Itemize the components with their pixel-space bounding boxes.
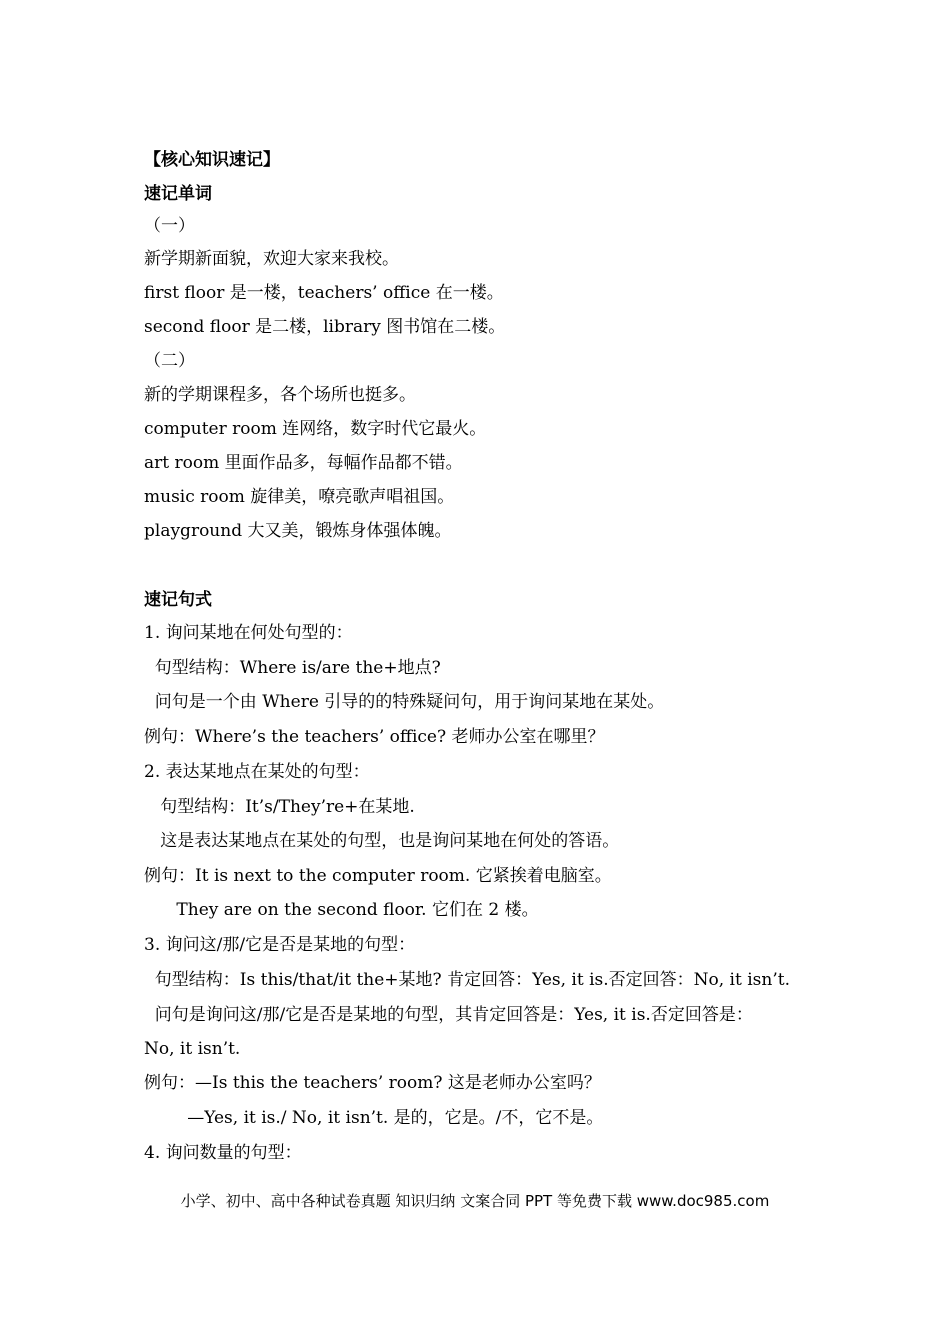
sentence-line: —Yes, it is./ No, it isn’t. 是的，它是。/不，它不是。 — [144, 1108, 604, 1128]
sentence-line: 例句：Where’s the teachers’ office? 老师办公室在哪里？ — [144, 727, 605, 747]
sentence-line: 问句是询问这/那/它是否是某地的句型，其肯定回答是：Yes, it is.否定回答是： — [144, 1005, 753, 1025]
sentence-line: 句型结构：Is this/that/it the+某地? 肯定回答：Yes, it is.否定回答：No, it isn’t. — [144, 970, 790, 990]
sentence-heading: 速记句式 — [144, 590, 212, 610]
vocab-line: first floor 是一楼，teachers’ office 在一楼。 — [144, 283, 504, 303]
sentence-line: 句型结构：Where is/are the+地点? — [144, 658, 441, 678]
vocab-line: playground 大又美，锻炼身体强体魄。 — [144, 521, 452, 541]
sentence-line: 3. 询问这/那/它是否是某地的句型： — [144, 935, 416, 955]
sentence-line: 2. 表达某地点在某处的句型： — [144, 762, 370, 782]
sentence-line: 1. 询问某地在何处句型的： — [144, 623, 353, 643]
vocab-line: art room 里面作品多，每幅作品都不错。 — [144, 453, 463, 473]
vocab-line: second floor 是二楼，library 图书馆在二楼。 — [144, 317, 506, 337]
vocab-heading: 速记单词 — [144, 184, 212, 204]
sentence-line: 4. 询问数量的句型： — [144, 1143, 302, 1163]
vocab-part2-label: （二） — [144, 351, 195, 371]
vocab-line: music room 旋律美，嘹亮歌声唱祖国。 — [144, 487, 455, 507]
sentence-line: 例句：—Is this the teachers’ room? 这是老师办公室吗？ — [144, 1073, 601, 1093]
sentence-line: 例句：It is next to the computer room. 它紧挨着电脑室。 — [144, 866, 612, 886]
vocab-line: 新学期新面貌，欢迎大家来我校。 — [144, 249, 399, 269]
page-footer: 小学、初中、高中各种试卷真题 知识归纳 文案合同 PPT 等免费下载 www.doc985.com — [180, 1192, 770, 1210]
sentence-line: 句型结构：It’s/They’re+在某地. — [144, 797, 415, 817]
sentence-line: They are on the second floor. 它们在 2 楼。 — [144, 900, 539, 920]
sentence-line: 这是表达某地点在某处的句型，也是询问某地在何处的答语。 — [144, 831, 620, 851]
vocab-part1-label: （一） — [144, 216, 195, 236]
vocab-line: 新的学期课程多，各个场所也挺多。 — [144, 385, 416, 405]
vocab-line: computer room 连网络，数字时代它最火。 — [144, 419, 487, 439]
sentence-line: No, it isn’t. — [144, 1039, 241, 1059]
sentence-line: 问句是一个由 Where 引导的的特殊疑问句，用于询问某地在某处。 — [144, 692, 665, 712]
section-title: 【核心知识速记】 — [144, 150, 280, 170]
